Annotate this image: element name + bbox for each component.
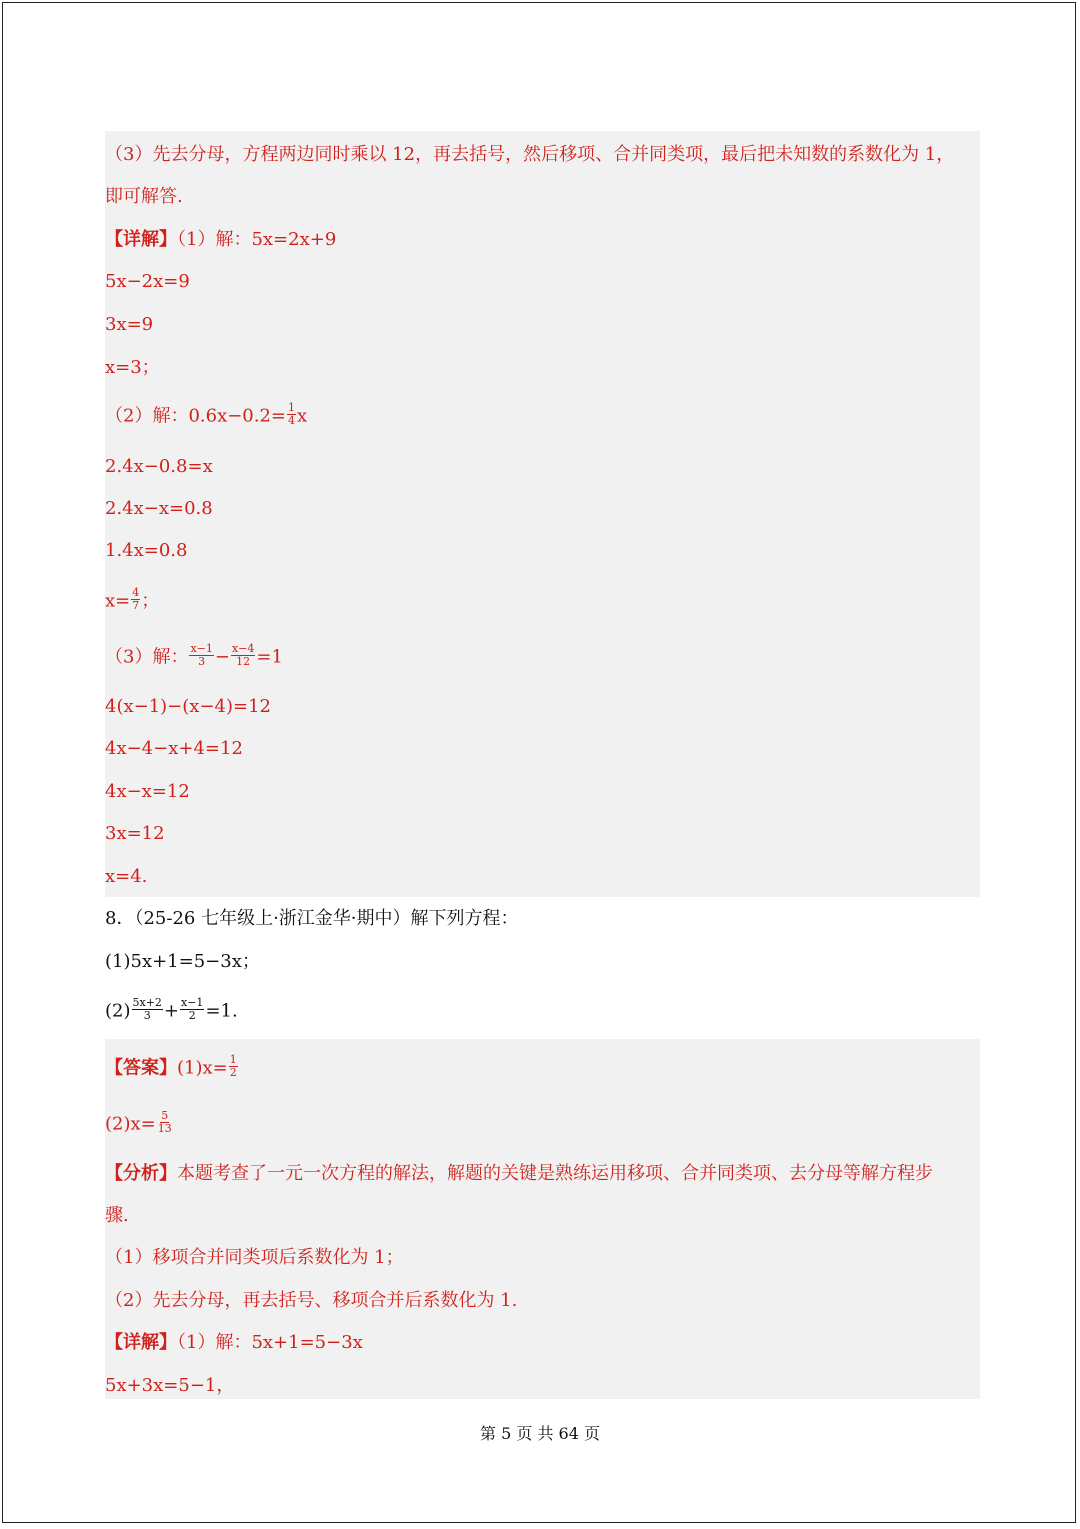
solution-step: 2.4x−x=0.8 (105, 498, 213, 519)
step-text: − (214, 646, 230, 668)
analysis-tag: 【分析】 (105, 1163, 177, 1184)
fraction-denominator: 3 (143, 1009, 151, 1022)
document-page (2, 2, 1076, 1523)
step-text: x (297, 405, 308, 427)
solution-step (105, 586, 160, 614)
solution-step: 5x−2x=9 (105, 271, 190, 292)
fraction-numerator: 5 (161, 1109, 169, 1122)
step-text: ； (141, 590, 160, 612)
fraction (180, 997, 204, 1022)
analysis-line (105, 1162, 933, 1186)
fraction-numerator: x−4 (231, 642, 255, 655)
fraction-numerator: x−1 (181, 996, 204, 1009)
solution-step (105, 642, 283, 670)
analysis-text: 本题考查了一元一次方程的解法，解题的关键是熟练运用移项、合并同类项、去分母等解方程步 (177, 1163, 933, 1184)
step-text: （2）解：0.6x−0.2= (105, 405, 287, 427)
step-text: （3）解： (105, 646, 189, 668)
fraction-denominator: 12 (236, 655, 251, 668)
fraction (131, 587, 140, 612)
fraction-numerator: 1 (288, 401, 296, 414)
solution-step: x=4. (105, 866, 148, 887)
question-part: (1)5x+1=5−3x； (105, 951, 260, 972)
fraction-denominator: 7 (132, 599, 140, 612)
detail-heading (105, 1331, 363, 1355)
fraction (229, 1054, 238, 1079)
fraction-numerator: 1 (229, 1053, 237, 1066)
fraction-numerator: x−1 (190, 642, 213, 655)
fraction-numerator: 4 (132, 586, 140, 599)
solution-step: 2.4x−0.8=x (105, 456, 213, 477)
page-footer: 第 5 页 共 64 页 (480, 1424, 600, 1443)
part-label: (2) (105, 1000, 131, 1022)
fraction-denominator: 3 (198, 655, 206, 668)
step-text: =1. (205, 1000, 238, 1022)
fraction-denominator: 13 (157, 1122, 172, 1135)
solution-step: 4x−x=12 (105, 781, 190, 802)
fraction-denominator: 2 (229, 1066, 237, 1079)
fraction (132, 997, 163, 1022)
detail-heading (105, 228, 336, 252)
fraction (287, 402, 296, 427)
step-text: + (163, 1000, 180, 1022)
analysis-line: （2）先去分母，再去括号、移项合并后系数化为 1. (105, 1290, 518, 1311)
solution-step: 4(x−1)−(x−4)=12 (105, 696, 271, 717)
detail-tag: 【详解】 (105, 229, 177, 250)
detail-step: （1）解：5x=2x+9 (177, 229, 337, 250)
answer-text: (2)x= (105, 1113, 156, 1135)
solution-step: 5x+3x=5−1， (105, 1375, 235, 1396)
fraction-denominator: 4 (288, 414, 296, 427)
solution-step: 3x=9 (105, 314, 154, 335)
solution-step: 3x=12 (105, 823, 165, 844)
solution-step: x=3； (105, 357, 160, 378)
solution-step: 4x−4−x+4=12 (105, 738, 243, 759)
fraction (189, 643, 213, 668)
step-text: x= (105, 590, 131, 612)
fraction-numerator: 5x+2 (132, 996, 162, 1009)
analysis-line: 即可解答. (105, 186, 183, 207)
detail-tag: 【详解】 (105, 1332, 177, 1353)
fraction-denominator: 2 (188, 1009, 196, 1022)
solution-step: 1.4x=0.8 (105, 540, 188, 561)
detail-step: （1）解：5x+1=5−3x (177, 1332, 363, 1353)
answer-tag: 【答案】 (105, 1057, 177, 1079)
question-title: 8．（25-26 七年级上·浙江金华·期中）解下列方程： (105, 908, 519, 929)
solution-step (105, 401, 308, 429)
fraction (231, 643, 255, 668)
analysis-line: （3）先去分母，方程两边同时乘以 12，再去括号，然后移项、合并同类项，最后把未知数的系数化为 1， (105, 144, 955, 165)
step-text: =1 (256, 646, 283, 668)
answer-line (105, 1109, 174, 1137)
question-part (105, 996, 238, 1024)
analysis-line: 骤. (105, 1205, 129, 1226)
fraction (157, 1110, 173, 1135)
answer-line (105, 1053, 239, 1081)
answer-text: (1)x= (177, 1057, 228, 1079)
analysis-line: （1）移项合并同类项后系数化为 1； (105, 1247, 404, 1268)
